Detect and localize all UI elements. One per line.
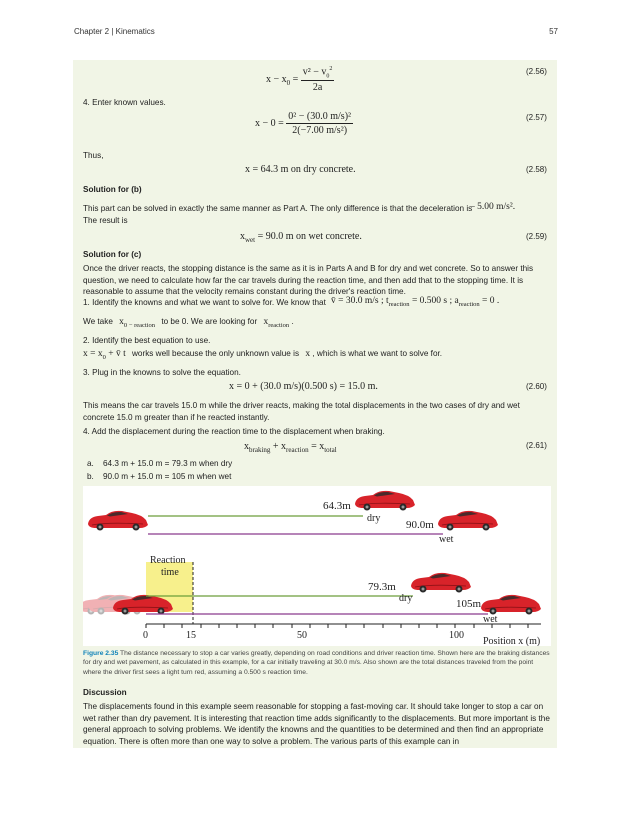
tick-label-100: 100 (449, 630, 464, 641)
step-1-text: 1. Identify the knowns and what we want to solve for. We know that (83, 298, 326, 307)
deceleration-value: – 5.00 m/s². (470, 202, 516, 212)
step-2b-line: $x = x_0$ + v̄ t works well because the only unknown value is x , which is what we want to solve for. (83, 349, 443, 361)
example-panel (73, 60, 557, 748)
label-dry-2: dry (399, 593, 413, 604)
equation-number: (2.56) (526, 67, 547, 76)
page-number: 57 (549, 27, 558, 36)
list-item: a. 64.3 m + 15.0 m = 79.3 m when dry (87, 459, 233, 468)
thus-text: Thus, (83, 151, 104, 160)
solution-c-paragraph: Once the driver reacts, the stopping distance is the same as it is in Parts A and B for dry and wet concrete. So to answer this question, we need to calculate how far the car travels during the reaction time, and then add that to the stopping time. It is reasonable to assume that the velocity remains constant during the driver's reaction time. (83, 264, 534, 296)
tick-label-0: 0 (143, 630, 148, 641)
tick-label-50: 50 (297, 630, 307, 641)
label-wet-2: wet (483, 614, 498, 625)
means-paragraph: This means the car travels 15.0 m while the driver reacts, making the total displacements in the two cases of dry and wet concrete 15.0 m greater than if he reacted instantly. (83, 401, 520, 422)
discussion-paragraph: The displacements found in this example seem reasonable for stopping a fast-moving car. It should take longer to stop a car on wet rather than dry pavement. It is interesting that reaction time adds significantly to the displacements. But more important is the general approach to solving problems. We identify the knowns and the quantities to be determined and then find an appropriate equation. There is often more than one way to solve a problem. The various parts of this example can in (83, 702, 550, 746)
equation-number: (2.59) (526, 232, 547, 241)
solution-b-text: This part can be solved in exactly the same manner as Part A. The only difference is that the deceleration is (83, 204, 473, 213)
chapter-title: Chapter 2 | Kinematics (74, 27, 155, 36)
equation-2-59: $x_{wet} = 90.0$ m on wet concrete. (240, 231, 362, 244)
label-reaction: Reaction (150, 555, 186, 566)
label-79-3m: 79.3m (368, 581, 396, 593)
equation-number: (2.61) (526, 441, 547, 450)
equation-number: (2.58) (526, 165, 547, 174)
equation-number: (2.60) (526, 382, 547, 391)
equation-2-56: $x - x_0$ = $\frac{v^2 - v_0^2}{2a}$ (266, 66, 333, 94)
equation-2-60: x = 0 + (30.0 m/s)(0.500 s) = 15.0 m. (229, 381, 378, 392)
page-header (74, 27, 558, 36)
solution-b-heading: Solution for (b) (83, 185, 142, 194)
discussion-heading: Discussion (83, 688, 127, 697)
tick-label-15: 15 (186, 630, 196, 641)
equation-2-57: x − 0 = $\frac{\text{0² − (30.0 m/s)²}}{\text{2(−7.00 m/s²)}}$ (255, 111, 352, 136)
step-3-text: 3. Plug in the knowns to solve the equation. (83, 368, 241, 377)
step-4-enter: 4. Enter known values. (83, 98, 166, 107)
equation-number: (2.57) (526, 113, 547, 122)
figure-caption: Figure 2.35 The distance necessary to stop a car varies greatly, depending on road conditions and driver reaction time. Shown here are the braking distances for dry and wet pavement, as calculated in this example, for a car initially traveling at 30.0 m/s. Also shown are the total distances traveled from the point where the driver first sees a light turn red, assuming a 0.500 s reaction time. (83, 650, 550, 676)
equation-2-58: x = 64.3 m on dry concrete. (245, 164, 356, 175)
step-1-math: v̄ = 30.0 m/s ; $t_{reaction} = 0.500$ s ; $a_{reaction} = 0$ . (331, 296, 500, 308)
result-text: The result is (83, 216, 128, 225)
label-64-3m: 64.3m (323, 500, 351, 512)
step-1b-line: We take $x_{0 - reaction}$ to be 0. We are looking for $x_{reaction}$ . (83, 317, 294, 329)
solution-c-heading: Solution for (c) (83, 250, 142, 259)
list-item: b. 90.0 m + 15.0 m = 105 m when wet (87, 472, 232, 481)
stopping-distance-figure (83, 486, 551, 646)
label-wet-1: wet (439, 534, 454, 545)
step-2-text: 2. Identify the best equation to use. (83, 336, 211, 345)
step-4b-text: 4. Add the displacement during the reaction time to the displacement when braking. (83, 427, 385, 436)
equation-2-61: $x_{braking} + x_{reaction} = x_{total}$ (244, 441, 337, 454)
label-105m: 105m (456, 598, 482, 610)
label-dry-1: dry (367, 513, 381, 524)
axis-title: Position x (m) (483, 636, 541, 646)
label-time: time (161, 567, 179, 578)
label-90-0m: 90.0m (406, 519, 434, 531)
